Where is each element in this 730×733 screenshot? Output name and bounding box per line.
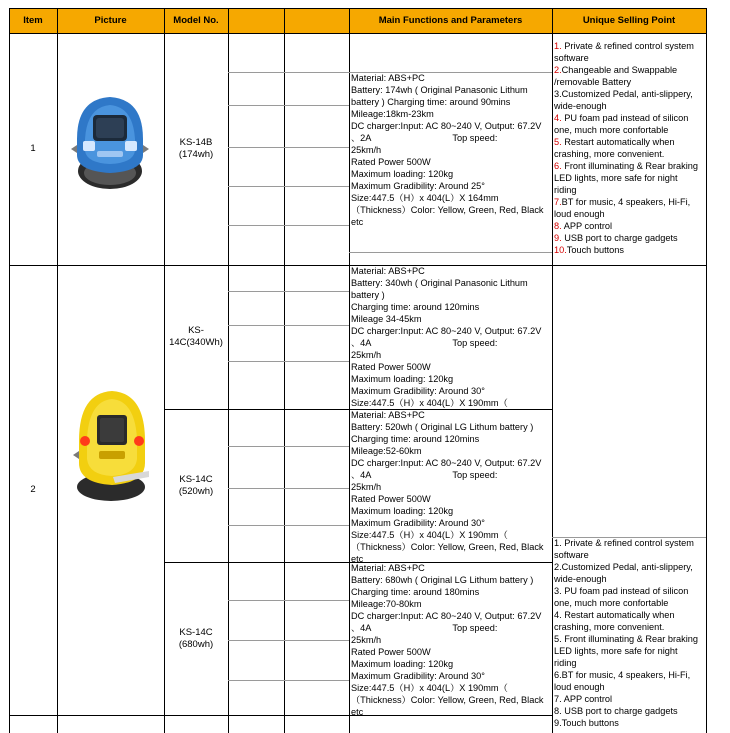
param-line: 25km/h (351, 350, 382, 360)
grid-line (349, 72, 552, 73)
grid-line (228, 186, 349, 187)
usp-line: crashing, more convenient. (554, 149, 665, 159)
param-line: DC charger:Input: AC 80~240 V, Output: 67.2V (351, 611, 542, 621)
param-line: Mileage:52-60km (351, 446, 422, 456)
usp-line: wide-enough (554, 101, 607, 111)
row2b-model-line1: KS-14C (179, 473, 213, 485)
usp-line: 9.Touch buttons (554, 718, 619, 728)
param-line: Maximum loading: 120kg (351, 374, 454, 384)
param-line: Mileage 34-45km (351, 314, 422, 324)
param-line: DC charger:Input: AC 80~240 V, Output: 67.2V (351, 326, 542, 336)
grid-line (228, 8, 229, 733)
usp-line: 1. Private & refined control system (554, 538, 694, 548)
param-line: 、4A Top speed: (351, 470, 498, 480)
grid-line (284, 8, 285, 733)
usp-line: riding (554, 658, 577, 668)
grid-line (228, 361, 349, 362)
param-line: Size:447.5（H）x 404(L）X 190mm（ (351, 398, 508, 408)
grid-line (552, 8, 553, 733)
usp-line: 7.BT for music, 4 speakers, Hi-Fi, (554, 197, 691, 207)
header-model: Model No. (164, 8, 228, 33)
header-blank-1 (228, 8, 284, 33)
row2a-model-line2: 14C(340Wh) (169, 337, 223, 348)
param-line: etc (351, 554, 364, 562)
param-line: Maximum Gradibility: Around 30° (351, 518, 485, 528)
grid-line (228, 325, 349, 326)
row2a-model (164, 265, 228, 409)
grid-line (228, 446, 349, 447)
usp-line: 6. Front illuminating & Rear braking (554, 161, 699, 171)
grid-line (228, 488, 349, 489)
row1-item: 1 (30, 143, 36, 154)
row1-params (349, 72, 552, 252)
grid-line (57, 8, 58, 733)
grid-line (9, 8, 706, 9)
param-line: battery ) (351, 290, 385, 300)
param-line: Battery: 680wh ( Original LG Lithum battery ) (351, 575, 534, 585)
param-line: Mileage:70-80km (351, 599, 422, 609)
usp-line: 9. USB port to charge gadgets (554, 233, 678, 243)
grid-line (9, 8, 10, 733)
param-line: 25km/h (351, 145, 382, 155)
param-line: etc (351, 707, 364, 715)
row2b-params (349, 409, 552, 562)
param-line: （Thickness）Color: Yellow, Green, Red, Black (351, 695, 544, 705)
usp-line: 5. Front illuminating & Rear braking (554, 634, 699, 644)
param-line: Size:447.5（H）x 404(L）X 190mm（ (351, 530, 508, 540)
usp-line: 4. PU foam pad instead of silicon (554, 113, 689, 123)
row1-picture (57, 33, 164, 265)
usp-line: 8. APP control (554, 221, 613, 231)
param-line: 、4A Top speed: (351, 623, 498, 633)
param-line: Material: ABS+PC (351, 563, 425, 573)
grid-line (228, 72, 349, 73)
row2-picture (57, 265, 164, 715)
param-line: Rated Power 500W (351, 157, 431, 167)
usp-line: 10.Touch buttons (554, 245, 624, 255)
usp-line: 7. APP control (554, 694, 613, 704)
row2c-model-line2: (680wh) (178, 638, 214, 650)
param-line: Material: ABS+PC (351, 266, 425, 276)
grid-line (9, 715, 552, 716)
usp-line: /removable Battery (554, 77, 632, 87)
grid-line (228, 600, 349, 601)
param-line: Maximum Gradibility: Around 30° (351, 671, 485, 681)
header-blank-2 (284, 8, 349, 33)
param-line: Battery: 174wh ( Original Panasonic Lithum (351, 85, 528, 95)
usp-line: riding (554, 185, 577, 195)
row2-item: 2 (30, 484, 36, 495)
param-line: Maximum Gradibility: Around 30° (351, 386, 485, 396)
param-line: Charging time: around 120mins (351, 434, 480, 444)
grid-line (228, 640, 349, 641)
row1-usp (552, 40, 706, 262)
unicycle-blue-image (57, 33, 164, 265)
param-line: Mileage:18km-23km (351, 109, 434, 119)
usp-line: software (554, 550, 589, 560)
param-line: 、4A Top speed: (351, 338, 498, 348)
param-line: Material: ABS+PC (351, 73, 425, 83)
usp-line: 4. Restart automatically when (554, 610, 675, 620)
grid-line (164, 409, 552, 410)
grid-line (228, 680, 349, 681)
param-line: Charging time: around 180mins (351, 587, 480, 597)
usp-line: 2.Customized Pedal, anti-slippery, (554, 562, 693, 572)
usp-line: one, much more confortable (554, 125, 669, 135)
usp-line: 3.Customized Pedal, anti-slippery, (554, 89, 693, 99)
param-line: Rated Power 500W (351, 494, 431, 504)
grid-line (349, 252, 552, 253)
param-line: Maximum loading: 120kg (351, 659, 454, 669)
row2a-model-line1: KS- (188, 325, 204, 336)
param-line: Size:447.5（H）x 404(L）X 190mm（ (351, 683, 508, 693)
row2b-model (164, 409, 228, 562)
usp-line: loud enough (554, 209, 605, 219)
usp-line: 3. PU foam pad instead of silicon (554, 586, 689, 596)
row1-model-line1: KS-14B (179, 137, 213, 148)
param-line: Maximum Gradibility: Around 25° (351, 181, 485, 191)
usp-line: one, much more confortable (554, 598, 669, 608)
param-line: Battery: 340wh ( Original Panasonic Lithum (351, 278, 528, 288)
param-line: Maximum loading: 120kg (351, 169, 454, 179)
unicycle-yellow-image (57, 265, 164, 715)
usp-line: loud enough (554, 682, 605, 692)
grid-line (552, 537, 706, 538)
usp-line: 5. Restart automatically when (554, 137, 675, 147)
param-line: 、2A Top speed: (351, 133, 498, 143)
grid-line (228, 225, 349, 226)
usp-line: 6.BT for music, 4 speakers, Hi-Fi, (554, 670, 691, 680)
param-line: battery ) Charging time: around 90mins (351, 97, 511, 107)
row2c-model (164, 562, 228, 715)
param-line: （Thickness）Color: Yellow, Green, Red, Black (351, 542, 544, 552)
param-line: 25km/h (351, 635, 382, 645)
header-picture: Picture (57, 8, 164, 33)
row2-usp (552, 537, 706, 731)
grid-line (164, 562, 552, 563)
usp-line: 8. USB port to charge gadgets (554, 706, 678, 716)
param-line: Battery: 520wh ( Original LG Lithum battery ) (351, 422, 534, 432)
param-line: （Thickness）Color: Yellow, Green, Red, Black (351, 205, 544, 215)
grid-line (228, 147, 349, 148)
grid-line (164, 8, 165, 733)
param-line: etc (351, 217, 364, 227)
row2c-model-line1: KS-14C (179, 626, 213, 638)
grid-line (9, 33, 706, 34)
usp-line: LED lights, more safe for night (554, 173, 678, 183)
grid-line (9, 265, 706, 266)
header-item: Item (9, 8, 57, 33)
usp-line: crashing, more convenient. (554, 622, 665, 632)
param-line: Size:447.5（H）x 404(L）X 164mm (351, 193, 499, 203)
header-params: Main Functions and Parameters (349, 8, 552, 33)
grid-line (228, 525, 349, 526)
usp-line: LED lights, more safe for night (554, 646, 678, 656)
grid-line (228, 291, 349, 292)
usp-line: 2.Changeable and Swappable (554, 65, 678, 75)
usp-line: 1. Private & refined control system (554, 41, 694, 51)
usp-line: software (554, 53, 589, 63)
grid-line (706, 8, 707, 733)
param-line: Rated Power 500W (351, 362, 431, 372)
row2b-model-line2: (520wh) (178, 485, 214, 497)
row1-model-line2: (174wh) (178, 149, 214, 160)
row1-model (164, 33, 228, 265)
param-line: Charging time: around 120mins (351, 302, 480, 312)
param-line: Maximum loading: 120kg (351, 506, 454, 516)
row2c-params (349, 562, 552, 715)
param-line: 25km/h (351, 482, 382, 492)
row2a-params (349, 265, 552, 409)
grid-line (349, 8, 350, 733)
usp-line: wide-enough (554, 574, 607, 584)
param-line: DC charger:Input: AC 80~240 V, Output: 67.2V (351, 121, 542, 131)
param-line: DC charger:Input: AC 80~240 V, Output: 67.2V (351, 458, 542, 468)
param-line: Rated Power 500W (351, 647, 431, 657)
param-line: Material: ABS+PC (351, 410, 425, 420)
grid-line (228, 105, 349, 106)
header-usp: Unique Selling Point (552, 8, 706, 33)
